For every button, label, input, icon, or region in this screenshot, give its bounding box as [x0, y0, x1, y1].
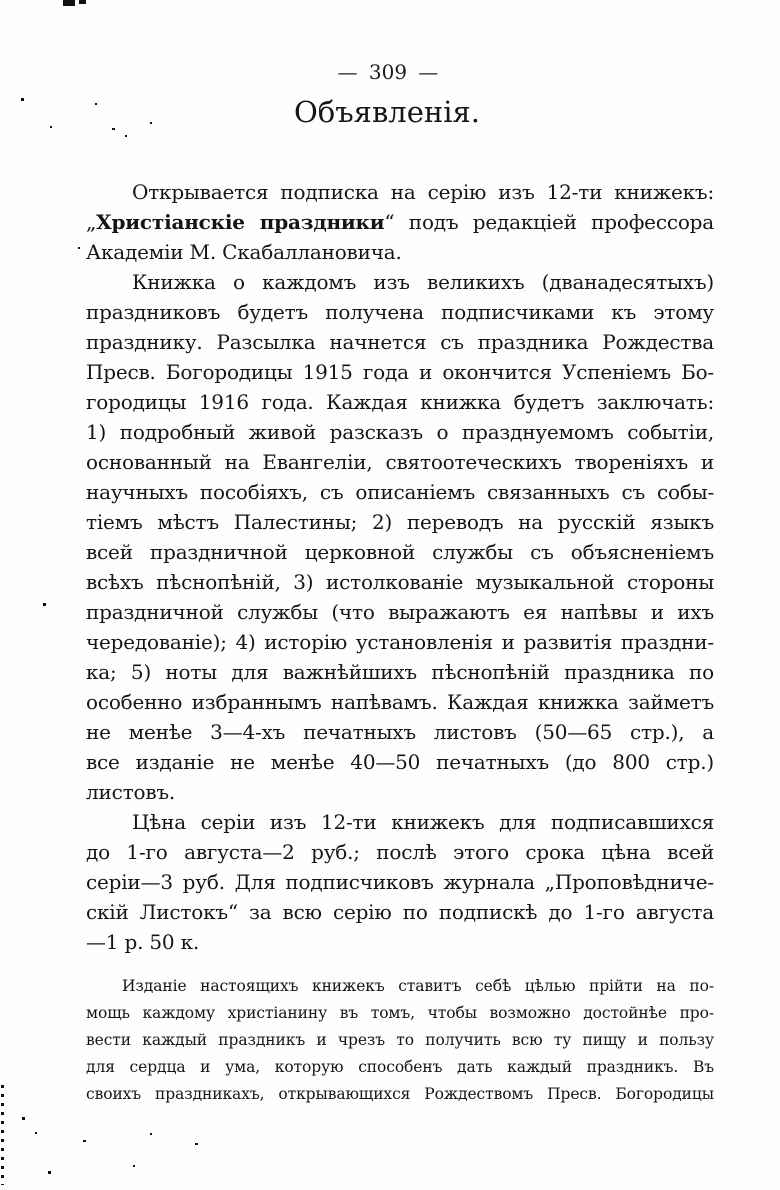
text-line: всей праздничной церковной службы съ объясненіемъ — [86, 540, 714, 564]
page-number: — 309 — — [337, 60, 439, 84]
text-line: Книжка о каждомъ изъ великихъ (дванадесятыхъ) — [132, 270, 714, 294]
text-line: празднику. Разсылка начнется съ праздника Рождества — [86, 330, 714, 354]
scan-speck — [78, 247, 80, 249]
text-line: особенно избраннымъ напѣвамъ. Каждая книжка займетъ — [86, 690, 714, 714]
scan-speck — [50, 126, 52, 128]
scan-speck — [35, 1132, 37, 1134]
scan-edge-artifact — [1, 1085, 4, 1185]
text-line: Пресв. Богородицы 1915 года и окончится Успеніемъ Бо- — [86, 360, 714, 384]
text-line: Академіи М. Скабаллановича. — [86, 240, 402, 264]
text-line: —1 р. 50 к. — [86, 930, 200, 954]
scan-speck — [195, 1143, 198, 1145]
paragraph-book-description — [86, 267, 714, 807]
scan-speck — [21, 98, 24, 101]
text-line: Открывается подписка на серію изъ 12-ти книжекъ: — [132, 180, 714, 204]
text-line: всѣхъ пѣснопѣній, 3) истолкованіе музыкальной стороны — [86, 570, 714, 594]
text-line: скій Листокъ“ за всю серію по подпискѣ до 1-го августа — [86, 900, 714, 924]
scan-speck — [22, 1117, 25, 1120]
text-line: основанный на Евангеліи, святоотеческихъ твореніяхъ и — [86, 450, 714, 474]
series-title-bold: Христіанскіе праздники — [96, 210, 385, 234]
text-line: праздниковъ будетъ получена подписчиками къ этому — [86, 300, 714, 324]
text-line: Цѣна серіи изъ 12-ти книжекъ для подписавшихся — [132, 810, 714, 834]
page-content — [86, 177, 714, 1108]
quote-open: „ — [86, 210, 97, 234]
scan-speck — [133, 1165, 135, 1167]
text-line: научныхъ пособіяхъ, съ описаніемъ связанныхъ съ собы- — [86, 480, 714, 504]
line-rest: “ подъ редакціей профессора — [384, 210, 714, 234]
text-line: для сердца и ума, которую способенъ дать каждый праздникъ. Въ — [86, 1058, 714, 1076]
text-line: все изданіе не менѣе 40—50 печатныхъ (до 800 стр.) — [86, 750, 714, 774]
paragraph-price — [86, 807, 714, 957]
text-line: ка; 5) ноты для важнѣйшихъ пѣснопѣній праздника по — [86, 660, 714, 684]
paragraph-fine-print — [86, 973, 714, 1108]
text-line: праздничной службы (что выражаютъ ея напѣвы и ихъ — [86, 600, 714, 624]
text-line: Изданіе настоящихъ книжекъ ставитъ себѣ цѣлью прійти на по- — [122, 977, 714, 995]
page-title: Объявленія. — [293, 95, 480, 129]
scan-speck — [95, 103, 97, 105]
text-line: чередованіе); 4) исторію установленія и развитія праздни- — [86, 630, 714, 654]
text-line: мощь каждому христіанину въ томъ, чтобы возможно достойнѣе про- — [86, 1004, 714, 1022]
scan-speck — [48, 1171, 51, 1174]
text-line: городицы 1916 года. Каждая книжка будетъ заключать: — [86, 390, 714, 414]
text-line: вести каждый праздникъ и чрезъ то получить всю ту пищу и пользу — [86, 1031, 714, 1049]
text-line — [86, 207, 714, 237]
text-line: не менѣе 3—4-хъ печатныхъ листовъ (50—65 стр.), а — [86, 720, 714, 744]
scan-speck — [79, 0, 86, 4]
text-line: до 1-го августа—2 руб.; послѣ этого срока цѣна всей — [86, 840, 714, 864]
scan-speck — [112, 128, 115, 130]
paragraph-subscription-opening — [86, 177, 714, 267]
scan-speck — [150, 1133, 152, 1135]
scan-speck — [63, 0, 75, 6]
scan-speck — [43, 603, 46, 606]
scan-speck — [150, 122, 152, 124]
scan-speck — [125, 135, 127, 137]
text-line: 1) подробный живой разсказъ о празднуемомъ событіи, — [86, 420, 714, 444]
scan-speck — [83, 1140, 86, 1142]
text-line: тіемъ мѣстъ Палестины; 2) переводъ на русскій языкъ — [86, 510, 714, 534]
text-line: листовъ. — [86, 780, 176, 804]
text-line: серіи—3 руб. Для подписчиковъ журнала „Проповѣдниче- — [86, 870, 714, 894]
text-line: своихъ праздникахъ, открывающихся Рождествомъ Пресв. Богородицы — [86, 1085, 714, 1103]
